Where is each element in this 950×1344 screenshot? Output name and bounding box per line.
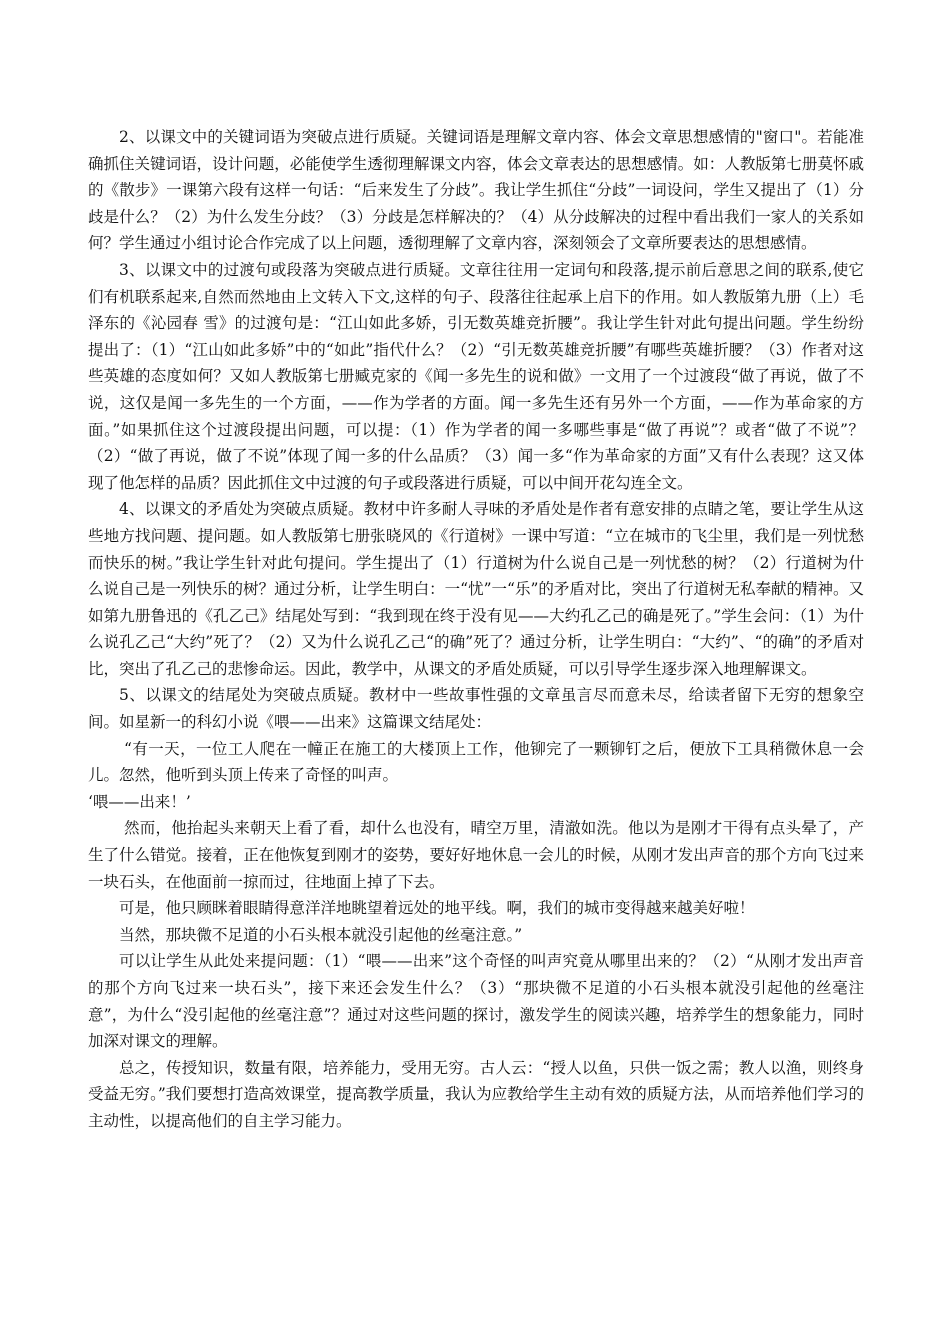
quote-shout: ‘喂——出来！’ [88, 792, 191, 811]
quote-paragraph-4: 当然，那块微不足道的小石头根本就没引起他的丝毫注意。” [119, 925, 523, 944]
paragraph-questions: 可以让学生从此处来提问题：（1）“喂——出来”这个奇怪的叫声究竟从哪里出来的？（2）“从刚才发出声音的那个方向飞过来一块石头”，接下来还会发生什么？（3）“那块微不足道的小石头根本就没引起他的丝毫注意”，为什么“没引起他的丝毫注意”？通过对这些问题的探讨，激发学生的阅读兴趣，培养学生的想象能力，同时加深对课文的理解。 [88, 952, 864, 1051]
paragraph-ending: 5、以课文的结尾处为突破点质疑。教材中一些故事性强的文章虽言尽而意未尽，给读者留下无穷的想象空间。如星新一的科幻小说《喂——出来》这篇课文结尾处： [88, 686, 864, 732]
quote-paragraph-3: 可是，他只顾眯着眼睛得意洋洋地眺望着远处的地平线。啊，我们的城市变得越来越美好啦！ [119, 899, 755, 918]
paragraph-keywords: 2、以课文中的关键词语为突破点进行质疑。关键词语是理解文章内容、体会文章思想感情的"窗口"。若能准确抓住关键词语，设计问题，必能使学生透彻理解课文内容，体会文章表达的思想感情。如：人教版第七册莫怀戚的《散步》一课第六段有这样一句话：“后来发生了分歧”。我让学生抓住“分歧”一词设问，学生又提出了（1）分歧是什么？（2）为什么发生分歧？（3）分歧是怎样解决的？（4）从分歧解决的过程中看出我们一家人的关系如何？学生通过小组讨论合作完成了以上问题，透彻理解了文章内容，深刻领会了文章所要表达的思想感情。 [88, 128, 864, 253]
quote-paragraph-1: “有一天，一位工人爬在一幢正在施工的大楼顶上工作，他铆完了一颗铆钉之后，便放下工具稍微休息一会儿。忽然，他听到头顶上传来了奇怪的叫声。 [88, 739, 864, 785]
quote-paragraph-2: 然而，他抬起头来朝天上看了看，却什么也没有，晴空万里，清澈如洗。他以为是刚才干得有点头晕了，产生了什么错觉。接着，正在他恢复到刚才的姿势，要好好地休息一会儿的时候，从刚才发出声音的那个方向飞过来一块石头，在他面前一掠而过，往地面上掉了下去。 [88, 819, 864, 891]
paragraph-conclusion: 总之，传授知识，数量有限，培养能力，受用无穷。古人云：“授人以鱼，只供一饭之需；教人以渔，则终身受益无穷。”我们要想打造高效课堂，提高教学质量，我认为应教给学生主动有效的质疑方法，从而培养他们学习的主动性，以提高他们的自主学习能力。 [88, 1058, 864, 1130]
paragraph-contradiction: 4、以课文的矛盾处为突破点质疑。教材中许多耐人寻味的矛盾处是作者有意安排的点睛之笔，要让学生从这些地方找问题、提问题。如人教版第七册张晓风的《行道树》一课中写道：“立在城市的飞尘里，我们是一列忧愁而快乐的树。”我让学生针对此句提问。学生提出了（1）行道树为什么说自己是一列忧愁的树？（2）行道树为什么说自己是一列快乐的树？通过分析，让学生明白：一“忧”一“乐”的矛盾对比，突出了行道树无私奉献的精神。又如第九册鲁迅的《孔乙己》结尾处写到：“我到现在终于没有见——大约孔乙己的确是死了。”学生会问：（1）为什么说孔乙己“大约”死了？（2）又为什么说孔乙己“的确”死了？通过分析，让学生明白：“大约”、“的确”的矛盾对比，突出了孔乙己的悲惨命运。因此，教学中，从课文的矛盾处质疑，可以引导学生逐步深入地理解课文。 [88, 500, 864, 678]
paragraph-transition: 3、以课文中的过渡句或段落为突破点进行质疑。文章往往用一定词句和段落,提示前后意思之间的联系,使它们有机联系起来,自然而然地由上文转入下文,这样的句子、段落往往起承上启下的作用。如人教版第九册（上）毛泽东的《沁园春 雪》的过渡句是：“江山如此多娇，引无数英雄竞折腰”。我让学生针对此句提出问题。学生纷纷提出了：（1）“江山如此多娇”中的“如此”指代什么？（2）“引无数英雄竞折腰”有哪些英雄折腰？（3）作者对这些英雄的态度如何？又如人教版第七册臧克家的《闻一多先生的说和做》一文用了一个过渡段“做了再说，做了不说，这仅是闻一多先生的一个方面，——作为学者的方面。闻一多先生还有另外一个方面，——作为革命家的方面。”如果抓住这个过渡段提出问题，可以提：（1）作为学者的闻一多哪些事是“做了再说”？或者“做了不说”？（2）“做了再说，做了不说”体现了闻一多的什么品质？（3）闻一多“作为革命家的方面”又有什么表现？这又体现了他怎样的品质？因此抓住文中过渡的句子或段落进行质疑，可以中间开花勾连全文。 [88, 260, 864, 492]
document-body [88, 124, 864, 1135]
